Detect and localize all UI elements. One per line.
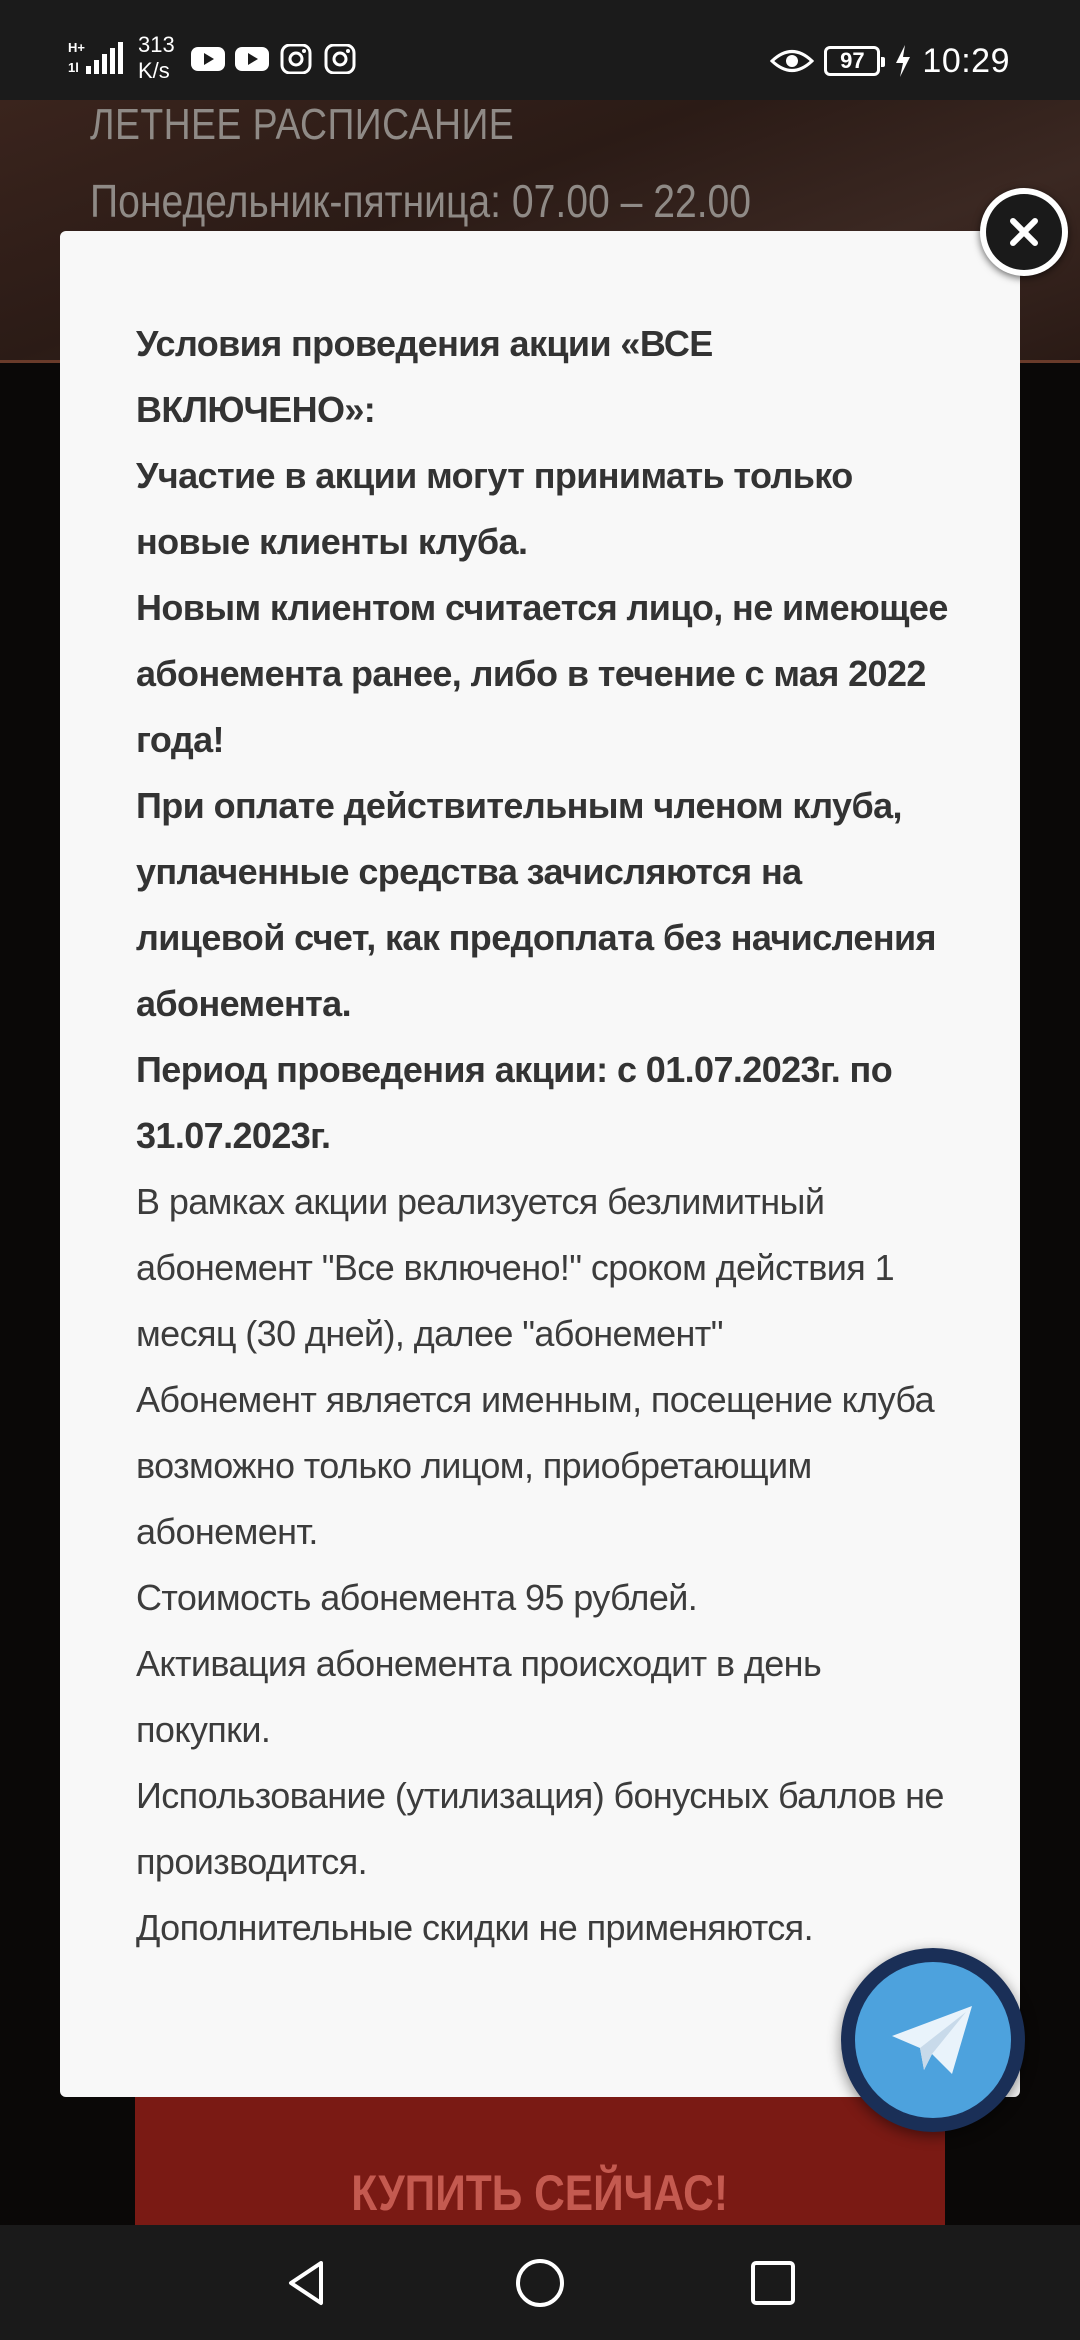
close-icon-bg: [986, 194, 1062, 270]
system-navigation-bar: [0, 2225, 1080, 2340]
promo-terms-text: [136, 311, 950, 1961]
recent-apps-icon[interactable]: [745, 2255, 801, 2311]
svg-text:1l: 1l: [68, 60, 79, 75]
promo-terms-modal: [60, 231, 1020, 2097]
terms-paragraph: Новым клиентом считается лицо, не имеющее абонемента ранее, либо в течение с мая 2022 года!: [136, 587, 948, 760]
terms-paragraph: Использование (утилизация) бонусных баллов не производится.: [136, 1775, 944, 1882]
buy-now-label: КУПИТЬ СЕЙЧАС!: [351, 2165, 729, 2221]
charging-bolt-icon: [894, 45, 912, 77]
terms-heading: Условия проведения акции «ВСЕ ВКЛЮЧЕНО»:: [136, 323, 713, 430]
terms-period: Период проведения акции: с 01.07.2023г. по 31.07.2023г.: [136, 1049, 893, 1156]
back-icon[interactable]: [279, 2255, 335, 2311]
clock: 10:29: [922, 41, 1010, 80]
network-speed-unit: K/s: [138, 58, 170, 83]
close-icon: [1007, 215, 1041, 249]
status-right: [770, 36, 1010, 86]
svg-text:H+: H+: [68, 40, 85, 55]
terms-paragraph: Участие в акции могут принимать только новые клиенты клуба.: [136, 455, 853, 562]
battery-icon: [824, 46, 880, 76]
terms-paragraph: Абонемент является именным, посещение клуба возможно только лицом, приобретающим абонемент.: [136, 1379, 935, 1552]
instagram-icon: [322, 44, 358, 74]
schedule-title: ЛЕТНЕЕ РАСПИСАНИЕ: [90, 100, 515, 149]
terms-paragraph: Активация абонемента происходит в день покупки.: [136, 1643, 822, 1750]
notification-icons: [190, 44, 358, 74]
schedule-hours: Понедельник-пятница: 07.00 – 22.00: [90, 175, 752, 227]
youtube-icon: [190, 44, 226, 74]
close-modal-button[interactable]: [980, 188, 1068, 276]
home-icon[interactable]: [512, 2255, 568, 2311]
instagram-icon: [278, 44, 314, 74]
youtube-icon: [234, 44, 270, 74]
network-speed-value: 313: [138, 32, 175, 57]
telegram-plane-icon: [888, 2000, 978, 2080]
battery-level: 97: [840, 48, 865, 73]
buy-now-button[interactable]: [135, 2096, 945, 2228]
terms-paragraph: В рамках акции реализуется безлимитный абонемент "Все включено!" сроком действия 1 месяц (30 дней), далее "абонемент": [136, 1181, 895, 1354]
terms-price: Стоимость абонемента 95 рублей.: [136, 1577, 698, 1618]
terms-paragraph: При оплате действительным членом клуба, уплаченные средства зачисляются на лицевой счет, как предоплата без начисления абонемента.: [136, 785, 936, 1024]
status-bar: [0, 0, 1080, 100]
telegram-button-inner: [855, 1962, 1011, 2118]
network-speed: [138, 32, 175, 84]
terms-paragraph: Дополнительные скидки не применяются.: [136, 1907, 813, 1948]
signal-strength-icon: [68, 38, 124, 78]
eye-comfort-icon: [770, 46, 814, 76]
telegram-chat-button[interactable]: [841, 1948, 1025, 2132]
